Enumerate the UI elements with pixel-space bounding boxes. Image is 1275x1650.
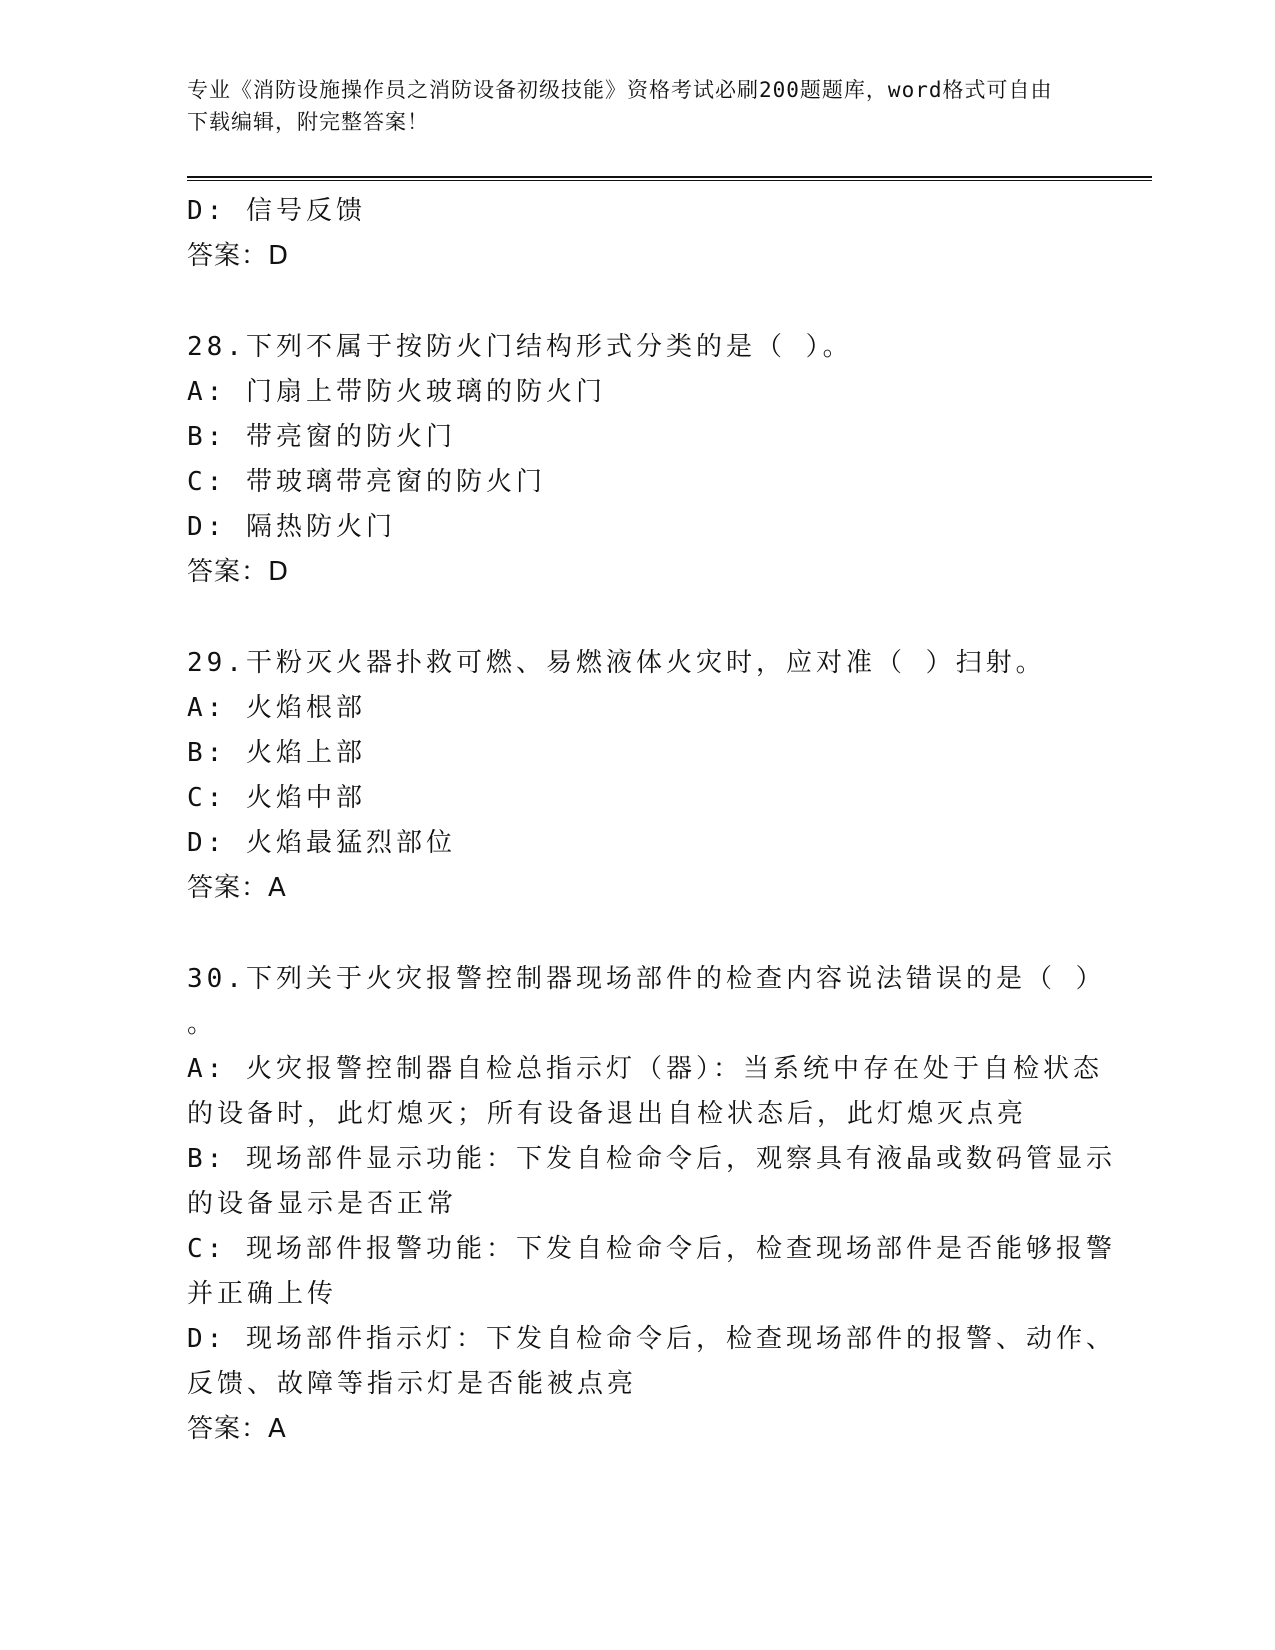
option-b-continued: 的设备显示是否正常 — [187, 1189, 458, 1219]
header-divider — [187, 176, 1152, 181]
question-29 — [187, 641, 1087, 911]
question-28 — [187, 325, 1087, 595]
previous-question-tail — [187, 189, 1087, 279]
answer-line: 答案：A — [187, 1414, 287, 1444]
option-d: D: 现场部件指示灯：下发自检命令后，检查现场部件的报警、动作、 — [187, 1324, 1116, 1354]
document-body — [187, 189, 1116, 1452]
question-stem: 29.干粉灭火器扑救可燃、易燃液体火灾时，应对准（ ）扫射。 — [187, 648, 1046, 678]
document-title: 专业《消防设施操作员之消防设备初级技能》资格考试必刷200题题库，word格式可自由下载编辑，附完整答案！ — [187, 78, 1053, 134]
option-d: D: 信号反馈 — [187, 196, 366, 226]
option-a: A: 火灾报警控制器自检总指示灯（器）：当系统中存在处于自检状态 — [187, 1054, 1103, 1084]
spacer — [187, 911, 1087, 957]
option-d: D: 隔热防火门 — [187, 512, 396, 542]
question-stem-continued: 。 — [187, 1009, 218, 1039]
spacer — [187, 595, 1087, 641]
answer-line: 答案：D — [187, 241, 290, 271]
document-header — [187, 74, 1067, 138]
answer-line: 答案：D — [187, 557, 290, 587]
option-d: D: 火焰最猛烈部位 — [187, 828, 456, 858]
option-b: B: 带亮窗的防火门 — [187, 422, 456, 452]
option-c: C: 火焰中部 — [187, 783, 366, 813]
question-stem: 30.下列关于火灾报警控制器现场部件的检查内容说法错误的是（ ） — [187, 964, 1106, 994]
option-a: A: 火焰根部 — [187, 693, 366, 723]
option-c: C: 带玻璃带亮窗的防火门 — [187, 467, 546, 497]
option-a: A: 门扇上带防火玻璃的防火门 — [187, 377, 606, 407]
answer-line: 答案：A — [187, 873, 287, 903]
option-d-continued: 反馈、故障等指示灯是否能被点亮 — [187, 1369, 638, 1399]
spacer — [187, 279, 1087, 325]
option-b: B: 火焰上部 — [187, 738, 366, 768]
option-c: C: 现场部件报警功能：下发自检命令后，检查现场部件是否能够报警 — [187, 1234, 1116, 1264]
option-c-continued: 并正确上传 — [187, 1279, 338, 1309]
option-a-continued: 的设备时，此灯熄灭；所有设备退出自检状态后，此灯熄灭点亮 — [187, 1099, 1028, 1129]
option-b: B: 现场部件显示功能：下发自检命令后，观察具有液晶或数码管显示 — [187, 1144, 1116, 1174]
question-stem: 28.下列不属于按防火门结构形式分类的是（ ）。 — [187, 332, 853, 362]
question-30 — [187, 957, 1116, 1452]
